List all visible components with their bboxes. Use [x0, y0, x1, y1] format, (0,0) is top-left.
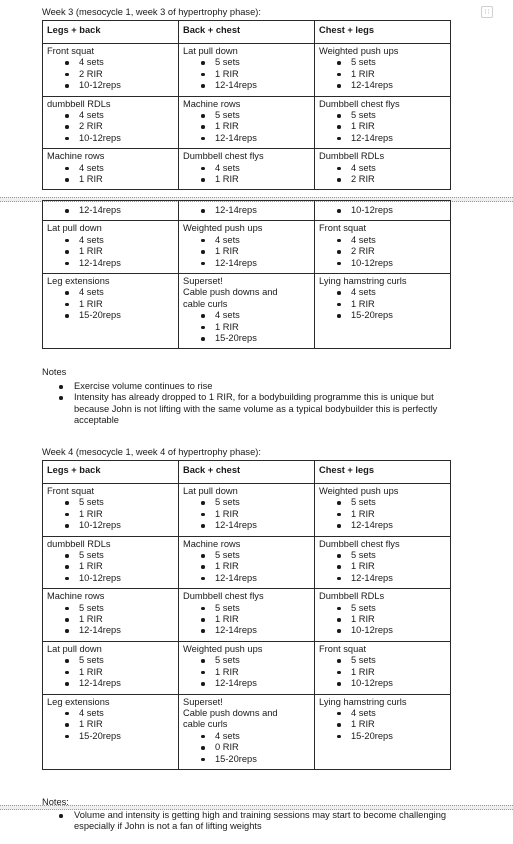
list-item: 2 RIR: [335, 174, 446, 185]
week4-notes-list: [58, 810, 448, 833]
list-item: 5 sets: [335, 57, 446, 68]
table-cell: [315, 641, 451, 694]
set-list: [319, 110, 446, 144]
exercise-name: Machine rows: [183, 538, 241, 549]
set-list: [47, 235, 174, 269]
list-item: 12-14reps: [335, 573, 446, 584]
exercise-name: Superset! Cable push downs and cable curls: [183, 276, 278, 309]
table-cell: [43, 221, 179, 274]
table-cell: [315, 536, 451, 589]
list-item: 5 sets: [199, 497, 310, 508]
exercise-name: Lying hamstring curls: [319, 696, 407, 707]
list-item: 1 RIR: [199, 69, 310, 80]
set-list: [183, 603, 310, 637]
exercise-name: Leg extensions: [47, 276, 110, 287]
list-item: 5 sets: [199, 550, 310, 561]
column-header: Chest + legs: [315, 21, 451, 44]
table-cell: [179, 44, 315, 97]
exercise-name: Lying hamstring curls: [319, 276, 407, 287]
table-row: [43, 484, 451, 537]
list-item: 12-14reps: [199, 80, 310, 91]
week3-notes-title: Notes: [42, 367, 67, 377]
list-item: 2 RIR: [63, 121, 174, 132]
list-item: 4 sets: [63, 708, 174, 719]
list-item: 1 RIR: [335, 509, 446, 520]
list-item: 1 RIR: [199, 322, 310, 333]
list-item: 5 sets: [63, 550, 174, 561]
set-list: [183, 235, 310, 269]
table-cell: [179, 694, 315, 769]
list-item: 1 RIR: [199, 561, 310, 572]
table-row: [43, 274, 451, 349]
list-item: 5 sets: [335, 110, 446, 121]
exercise-name: Weighted push ups: [319, 486, 399, 496]
list-item: 1 RIR: [63, 299, 174, 310]
table-cell: [315, 221, 451, 274]
set-list: [47, 603, 174, 637]
list-item: 4 sets: [199, 731, 310, 742]
list-item: 5 sets: [335, 497, 446, 508]
table-cell: [43, 149, 179, 190]
exercise-name: Dumbbell chest flys: [319, 98, 400, 109]
table-cell: [315, 274, 451, 349]
week3-table: [42, 20, 451, 190]
list-item: 12-14reps: [63, 625, 174, 636]
table-row: [43, 694, 451, 769]
list-item: 4 sets: [63, 163, 174, 174]
set-list: [47, 57, 174, 91]
exercise-name: Front squat: [47, 46, 95, 56]
exercise-name: Front squat: [319, 223, 367, 234]
exercise-name: Lat pull down: [183, 46, 238, 56]
set-list: [183, 497, 310, 531]
set-list: [47, 287, 174, 321]
exercise-name: Dumbbell chest flys: [183, 151, 264, 162]
list-item: 12-14reps: [63, 205, 174, 216]
list-item: 15-20reps: [335, 731, 446, 742]
exercise-name: Machine rows: [47, 591, 105, 602]
list-item: 1 RIR: [63, 509, 174, 520]
table-row: [43, 589, 451, 642]
table-row: [43, 641, 451, 694]
table-cell: [315, 201, 451, 221]
exercise-name: Dumbbell chest flys: [319, 538, 400, 549]
list-item: 4 sets: [335, 287, 446, 298]
set-list: [319, 497, 446, 531]
table-cell: [43, 694, 179, 769]
exercise-name: Dumbbell chest flys: [183, 591, 264, 602]
table-cell: [179, 221, 315, 274]
exercise-name: Weighted push ups: [183, 643, 263, 654]
set-list: [183, 731, 310, 765]
list-item: 1 RIR: [199, 509, 310, 520]
list-item: 5 sets: [335, 655, 446, 666]
list-item: 12-14reps: [335, 133, 446, 144]
list-item: 5 sets: [63, 603, 174, 614]
set-list: [319, 163, 446, 186]
set-list: [319, 287, 446, 321]
list-item: 15-20reps: [199, 333, 310, 344]
list-item: 12-14reps: [199, 258, 310, 269]
set-list: [47, 110, 174, 144]
list-item: 1 RIR: [199, 667, 310, 678]
exercise-name: Dumbbell RDLs: [319, 591, 385, 602]
list-item: 0 RIR: [199, 742, 310, 753]
set-list: [319, 603, 446, 637]
table-cell: [179, 149, 315, 190]
exercise-name: Superset! Cable push downs and cable curls: [183, 696, 278, 730]
column-header: Chest + legs: [315, 461, 451, 484]
list-item: 10-12reps: [335, 205, 446, 216]
note-item: Intensity has already dropped to 1 RIR, for a bodybuilding programme this is unique but because John is not lifting with the same volume as a typical bodybuilder this is perfectly acceptable: [58, 392, 448, 426]
table-cell: [43, 44, 179, 97]
list-item: 1 RIR: [335, 561, 446, 572]
list-item: 1 RIR: [335, 69, 446, 80]
column-header: Back + chest: [179, 461, 315, 484]
table-cell: [315, 44, 451, 97]
list-item: 12-14reps: [63, 678, 174, 689]
list-item: 1 RIR: [63, 246, 174, 257]
exercise-name: Weighted push ups: [319, 46, 399, 56]
list-item: 4 sets: [199, 235, 310, 246]
exercise-name: dumbbell RDLs: [47, 538, 111, 549]
list-item: 12-14reps: [335, 520, 446, 531]
list-item: 2 RIR: [335, 246, 446, 257]
list-item: 1 RIR: [63, 667, 174, 678]
exercise-name: Dumbbell RDLs: [319, 151, 385, 162]
table-cell: [179, 589, 315, 642]
list-item: 5 sets: [63, 497, 174, 508]
list-item: 5 sets: [199, 57, 310, 68]
list-item: 5 sets: [199, 655, 310, 666]
drag-handle-icon[interactable]: ∷: [481, 6, 493, 18]
list-item: 10-12reps: [63, 573, 174, 584]
list-item: 10-12reps: [335, 678, 446, 689]
list-item: 4 sets: [63, 287, 174, 298]
exercise-name: Machine rows: [47, 151, 105, 162]
exercise-name: Lat pull down: [47, 643, 102, 654]
list-item: 1 RIR: [335, 299, 446, 310]
set-list: [183, 57, 310, 91]
exercise-name: Weighted push ups: [183, 223, 263, 234]
table-row: [43, 96, 451, 149]
table-cell: [179, 201, 315, 221]
exercise-name: Front squat: [47, 486, 95, 496]
list-item: 1 RIR: [63, 614, 174, 625]
set-list: [319, 550, 446, 584]
list-item: 1 RIR: [63, 719, 174, 730]
list-item: 10-12reps: [63, 133, 174, 144]
list-item: 10-12reps: [335, 625, 446, 636]
list-item: 12-14reps: [199, 625, 310, 636]
set-list: [183, 655, 310, 689]
list-item: 4 sets: [63, 110, 174, 121]
list-item: 12-14reps: [199, 573, 310, 584]
table-cell: [315, 149, 451, 190]
list-item: 2 RIR: [63, 69, 174, 80]
table-cell: [43, 641, 179, 694]
list-item: 10-12reps: [63, 80, 174, 91]
column-header: Legs + back: [43, 21, 179, 44]
week3-table-continued: [42, 200, 451, 349]
week3-notes-list: [58, 381, 448, 427]
list-item: 4 sets: [199, 310, 310, 321]
set-list: [319, 235, 446, 269]
set-list: [47, 163, 174, 186]
exercise-name: Machine rows: [183, 98, 241, 109]
table-cell: [315, 694, 451, 769]
list-item: 10-12reps: [335, 258, 446, 269]
column-header: Legs + back: [43, 461, 179, 484]
set-list: [183, 110, 310, 144]
list-item: 5 sets: [335, 550, 446, 561]
list-item: 12-14reps: [335, 80, 446, 91]
list-item: 5 sets: [199, 110, 310, 121]
table-cell: [43, 96, 179, 149]
list-item: 1 RIR: [335, 614, 446, 625]
list-item: 5 sets: [335, 603, 446, 614]
list-item: 4 sets: [335, 235, 446, 246]
list-item: 4 sets: [335, 163, 446, 174]
table-cell: [315, 484, 451, 537]
table-row: [43, 149, 451, 190]
list-item: 12-14reps: [199, 205, 310, 216]
list-item: 12-14reps: [199, 520, 310, 531]
list-item: 15-20reps: [63, 310, 174, 321]
column-header: Back + chest: [179, 21, 315, 44]
table-cell: [43, 274, 179, 349]
table-cell: [179, 484, 315, 537]
table-cell: [43, 589, 179, 642]
set-list: [183, 310, 310, 344]
set-list: [47, 550, 174, 584]
week4-table: [42, 460, 451, 770]
list-item: 4 sets: [63, 235, 174, 246]
table-row: [43, 44, 451, 97]
list-item: 1 RIR: [335, 121, 446, 132]
table-cell: [315, 96, 451, 149]
set-list: [319, 708, 446, 742]
list-item: 1 RIR: [335, 667, 446, 678]
list-item: 15-20reps: [199, 754, 310, 765]
set-list: [47, 497, 174, 531]
set-list: [47, 655, 174, 689]
list-item: 4 sets: [199, 163, 310, 174]
list-item: 12-14reps: [63, 258, 174, 269]
list-item: 10-12reps: [63, 520, 174, 531]
table-cell: [179, 536, 315, 589]
set-list: [183, 163, 310, 186]
table-cell: [179, 274, 315, 349]
table-row: [43, 536, 451, 589]
list-item: 1 RIR: [63, 174, 174, 185]
list-item: 1 RIR: [199, 121, 310, 132]
exercise-name: Lat pull down: [47, 223, 102, 234]
list-item: 1 RIR: [199, 246, 310, 257]
set-list: [183, 550, 310, 584]
list-item: 15-20reps: [63, 731, 174, 742]
exercise-name: Leg extensions: [47, 696, 110, 707]
list-item: 5 sets: [199, 603, 310, 614]
week4-notes-title: Notes:: [42, 797, 69, 807]
week4-heading: Week 4 (mesocycle 1, week 4 of hypertrophy phase):: [42, 447, 261, 457]
table-cell: [179, 96, 315, 149]
list-item: 1 RIR: [199, 614, 310, 625]
note-item: Volume and intensity is getting high and training sessions may start to become challenging especially if John is not a fan of lifting weights: [58, 810, 448, 833]
list-item: 4 sets: [335, 708, 446, 719]
table-cell: [43, 201, 179, 221]
table-cell: [315, 589, 451, 642]
list-item: 12-14reps: [199, 133, 310, 144]
table-cell: [179, 641, 315, 694]
table-cell: [43, 536, 179, 589]
table-row: [43, 201, 451, 221]
list-item: 1 RIR: [199, 174, 310, 185]
set-list: [319, 655, 446, 689]
set-list: [319, 57, 446, 91]
exercise-name: dumbbell RDLs: [47, 98, 111, 109]
note-item: Exercise volume continues to rise: [58, 381, 448, 392]
list-item: 5 sets: [63, 655, 174, 666]
table-cell: [43, 484, 179, 537]
list-item: 1 RIR: [63, 561, 174, 572]
list-item: 4 sets: [63, 57, 174, 68]
set-list: [47, 708, 174, 742]
list-item: 15-20reps: [335, 310, 446, 321]
exercise-name: Lat pull down: [183, 486, 238, 496]
table-row: [43, 221, 451, 274]
week3-heading: Week 3 (mesocycle 1, week 3 of hypertrophy phase):: [42, 7, 261, 17]
list-item: 1 RIR: [335, 719, 446, 730]
list-item: 12-14reps: [199, 678, 310, 689]
exercise-name: Front squat: [319, 643, 367, 654]
